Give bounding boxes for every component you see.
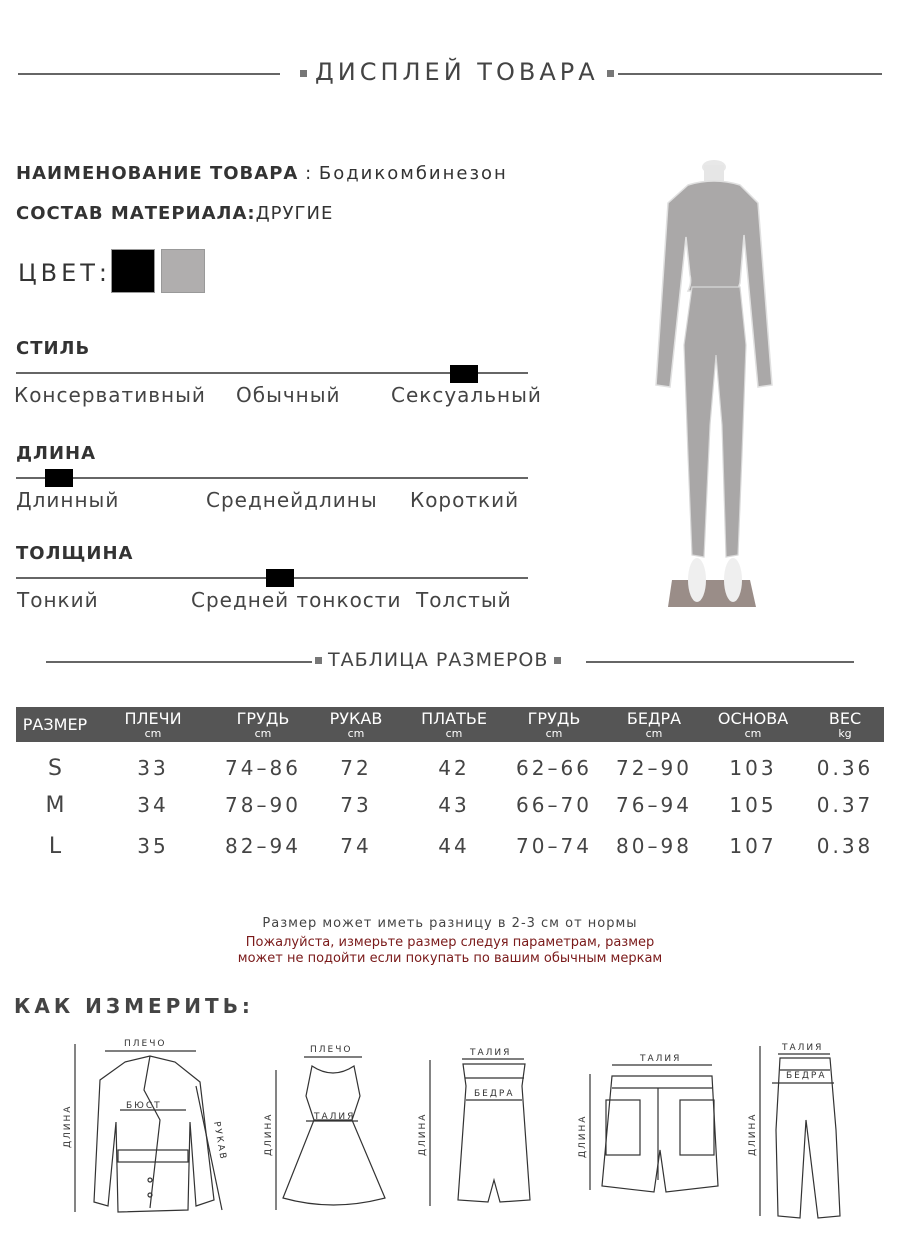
size-table-cell: 107: [729, 834, 777, 858]
size-table-header-cell: [504, 710, 604, 740]
header-rule-right: [618, 73, 882, 75]
label-hips-skirt: БЕДРА: [474, 1089, 515, 1099]
label-shoulder-jacket: ПЛЕЧО: [124, 1039, 167, 1049]
size-table-cell: 44: [438, 834, 470, 858]
size-table-cell: 66–70: [516, 793, 592, 817]
size-table-header-cell: [795, 710, 895, 740]
size-table-cell: 105: [729, 793, 777, 817]
size-table-header-label: РАЗМЕР: [22, 715, 88, 734]
scale-option-casual: Обычный: [236, 383, 341, 407]
size-table-header-unit: cm: [645, 727, 663, 740]
label-length-pants: ДЛИНА: [748, 1112, 758, 1156]
label-sleeve-jacket: РУКАВ: [211, 1120, 228, 1162]
diagram-shorts: [590, 1065, 718, 1192]
size-table-header-cell: [213, 710, 313, 740]
size-table-cell: 82–94: [225, 834, 301, 858]
label-length-dress: ДЛИНА: [264, 1112, 274, 1156]
size-table-header-unit: cm: [744, 727, 762, 740]
size-table-cell: 78–90: [225, 793, 301, 817]
label-waist-shorts: ТАЛИЯ: [640, 1054, 682, 1064]
color-swatch-gray[interactable]: [161, 249, 205, 293]
label-waist-skirt: ТАЛИЯ: [470, 1048, 512, 1058]
scale-line-length: [16, 477, 528, 479]
size-table-header-unit: cm: [144, 727, 162, 740]
diagram-skirt: [430, 1059, 530, 1206]
note-warning-1: Пожалуйста, измерьте размер следуя параметрам, размер: [245, 935, 655, 950]
size-rule-right: [586, 661, 854, 663]
label-length-shorts: ДЛИНА: [578, 1114, 588, 1158]
size-table-header-unit: cm: [545, 727, 563, 740]
size-table-header-cell: [604, 710, 704, 740]
scale-marker-style: [450, 365, 478, 383]
size-table-cell: 74: [340, 834, 372, 858]
material-row: [16, 203, 333, 224]
size-table-header-label: ОСНОВА: [717, 709, 789, 728]
label-bust-jacket: БЮСТ: [126, 1101, 162, 1111]
label-shoulder-dress: ПЛЕЧО: [310, 1045, 353, 1055]
size-table-cell: 42: [438, 756, 470, 780]
size-table-header-unit: cm: [445, 727, 463, 740]
size-table-header-unit: cm: [254, 727, 272, 740]
scale-marker-length: [45, 469, 73, 487]
size-table-size-cell: S: [48, 756, 62, 781]
size-table-cell: 43: [438, 793, 470, 817]
size-table-size-cell: L: [48, 834, 62, 859]
size-rule-left: [46, 661, 312, 663]
size-table-header-cell: [103, 710, 203, 740]
size-table-cell: 62–66: [516, 756, 592, 780]
label-waist-dress: ТАЛИЯ: [314, 1112, 356, 1122]
size-table-size-cell: M: [45, 793, 65, 818]
color-label: ЦВЕТ:: [18, 259, 112, 287]
scale-option-medium-length: Среднейдлины: [206, 488, 378, 512]
size-table-header-label: ПЛАТЬЕ: [421, 709, 487, 728]
size-table-cell: 103: [729, 756, 777, 780]
size-table-header-label: ГРУДЬ: [236, 709, 290, 728]
scale-title-style: СТИЛЬ: [16, 338, 91, 359]
bullet-square-icon: [315, 657, 322, 664]
size-table-cell: 76–94: [616, 793, 692, 817]
scale-option-short: Короткий: [410, 488, 520, 512]
size-table-header-label: ПЛЕЧИ: [124, 709, 182, 728]
scale-title-thickness: ТОЛЩИНА: [16, 543, 134, 564]
measure-diagrams: [0, 1030, 900, 1254]
how-to-title: КАК ИЗМЕРИТЬ:: [14, 994, 254, 1018]
size-table-cell: 73: [340, 793, 372, 817]
scale-option-sexy: Сексуальный: [391, 383, 542, 407]
bullet-square-icon: [607, 70, 614, 77]
size-table-header-cell: [306, 710, 406, 740]
section-title-product: ДИСПЛЕЙ ТОВАРА: [292, 58, 622, 86]
scale-option-long: Длинный: [16, 488, 120, 512]
label-length-jacket: ДЛИНА: [63, 1104, 73, 1148]
bullet-square-icon: [554, 657, 561, 664]
product-photo: [640, 155, 780, 610]
color-swatch-black[interactable]: [111, 249, 155, 293]
section-title-size-table: ТАБЛИЦА РАЗМЕРОВ: [315, 649, 561, 671]
size-table-header-unit: cm: [347, 727, 365, 740]
size-table-header-label: ГРУДЬ: [527, 709, 581, 728]
size-table-cell: 72: [340, 756, 372, 780]
product-name-value: Бодикомбинезон: [318, 163, 508, 184]
size-table-cell: 0.36: [816, 756, 874, 780]
scale-option-medium-thickness: Средней тонкости: [191, 588, 402, 612]
bullet-square-icon: [300, 70, 307, 77]
size-table-cell: 80–98: [616, 834, 692, 858]
product-name-sep: :: [298, 163, 319, 184]
label-length-skirt: ДЛИНА: [418, 1112, 428, 1156]
note-warning-2: может не подойти если покупать по вашим обычным меркам: [237, 951, 663, 966]
size-table-cell: 0.38: [816, 834, 874, 858]
size-table-header-cell: [404, 710, 504, 740]
scale-marker-thickness: [266, 569, 294, 587]
header-rule-left: [18, 73, 280, 75]
scale-title-length: ДЛИНА: [16, 443, 97, 464]
size-table-header-cell: [5, 716, 105, 734]
diagram-jacket: [75, 1044, 222, 1212]
material-value: ДРУГИЕ: [255, 203, 334, 224]
size-table-header-unit: kg: [838, 727, 852, 740]
size-table-header-cell: [703, 710, 803, 740]
size-table-cell: 72–90: [616, 756, 692, 780]
material-label: СОСТАВ МАТЕРИАЛА:: [16, 203, 256, 224]
scale-option-thin: Тонкий: [17, 588, 99, 612]
size-table-cell: 33: [137, 756, 169, 780]
diagram-dress: [276, 1057, 385, 1210]
size-table-header-label: БЕДРА: [626, 709, 682, 728]
size-table-cell: 0.37: [816, 793, 874, 817]
note-tolerance: Размер может иметь разницу в 2-3 см от нормы: [262, 916, 638, 931]
product-name-label: НАИМЕНОВАНИЕ ТОВАРА: [16, 163, 299, 184]
size-table-cell: 35: [137, 834, 169, 858]
product-name-row: [16, 163, 508, 184]
size-table-cell: 34: [137, 793, 169, 817]
size-table-header-label: ВЕС: [828, 709, 862, 728]
label-hips-pants: БЕДРА: [786, 1071, 827, 1081]
size-table-cell: 70–74: [516, 834, 592, 858]
scale-option-conservative: Консервативный: [14, 383, 206, 407]
label-waist-pants: ТАЛИЯ: [782, 1043, 824, 1053]
size-table-cell: 74–86: [225, 756, 301, 780]
scale-option-thick: Толстый: [416, 588, 512, 612]
size-table-header-label: РУКАВ: [329, 709, 383, 728]
